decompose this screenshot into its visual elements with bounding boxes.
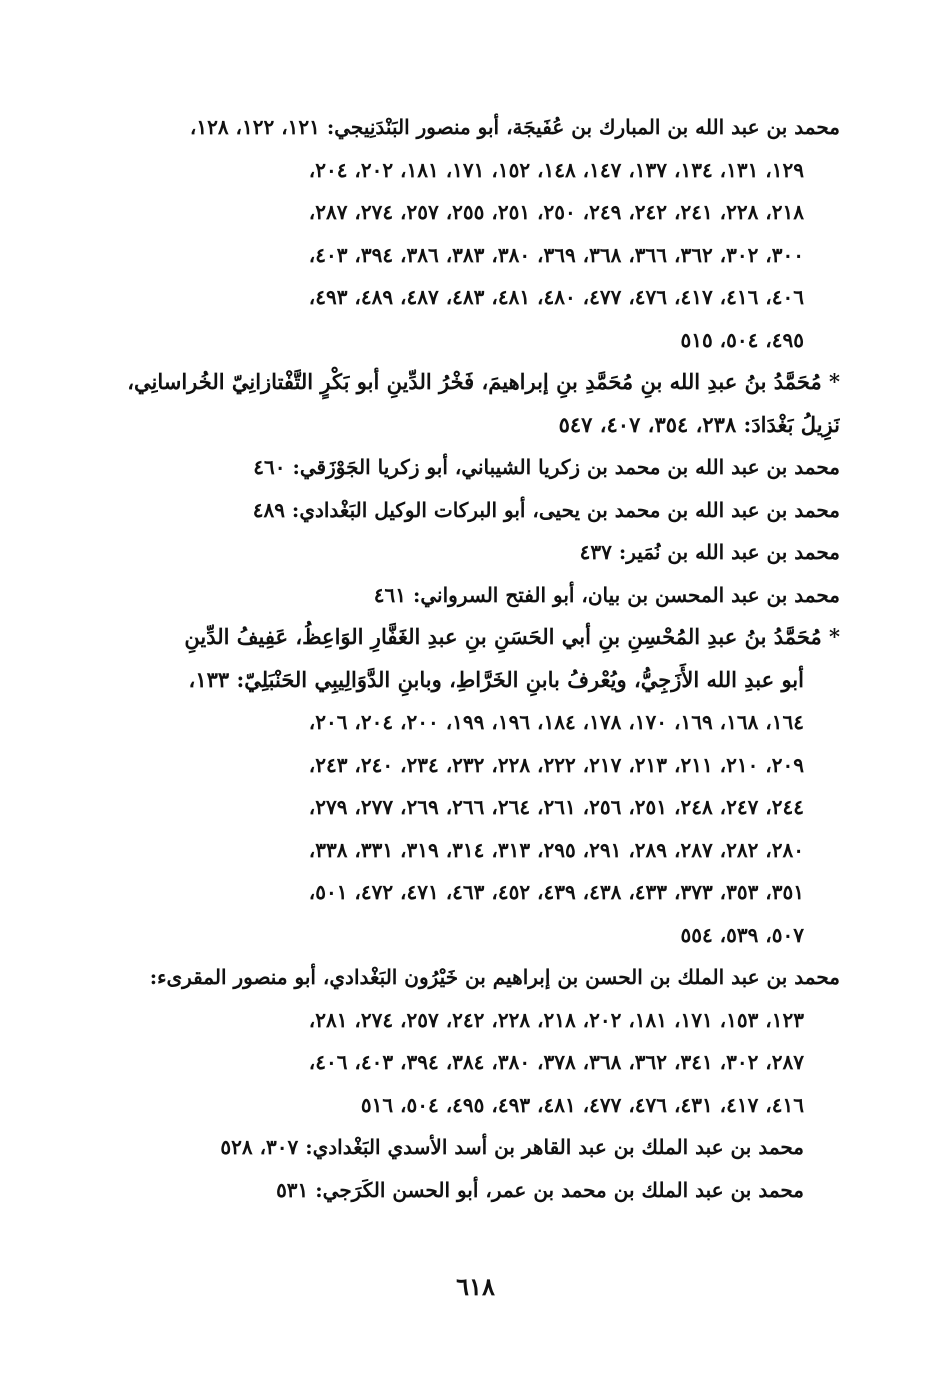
entry-page-refs: ٣٥١، ٣٥٣، ٣٧٣، ٤٣٣، ٤٣٨، ٤٣٩، ٤٥٢، ٤٦٣، ٤٧١، ٤٧٢، ٥٠١، [308,880,804,904]
page-number: ٦١٨ [456,1272,495,1301]
index-entry [110,106,840,361]
entry-line: محمد بن عبد المحسن بن بيان، أبو الفتح السرواني: ٤٦١ [373,582,840,607]
index-entry [110,489,840,532]
index-entry [110,574,840,617]
entry-page-refs: ٢٨٧، ٣٠٢، ٣٤١، ٣٦٢، ٣٦٨، ٣٧٨، ٣٨٠، ٣٨٤، ٣٩٤، ٤٠٣، ٤٠٦، [308,1050,804,1074]
entry-page-refs: ٣٠٠، ٣٠٢، ٣٦٢، ٣٦٦، ٣٦٨، ٣٦٩، ٣٨٠، ٣٨٣، ٣٨٦، ٣٩٤، ٤٠٣، [308,242,804,267]
entry-line: أبو عبدِ الله الأَزَجِيُّ، ويُعْرفُ بابنِ الخَرَّاطِ، وبابنِ الدَّوَالِيبِي الحَنْبَلِيّ: ١٣٣، [188,666,804,692]
index-entry [110,531,840,574]
entry-line: * مُحَمَّدُ بنُ عبدِ المُحْسِنِ بنِ أبي الحَسَنِ بنِ عبدِ الغَفَّارِ الوَاعِظُ، عَفِيفُ الدِّينِ [184,624,840,649]
entry-line: محمد بن عبد الله بن نُمَير: ٤٣٧ [579,540,840,564]
entry-page-refs: ٤٩٥، ٥٠٤، ٥١٥ [680,327,804,352]
entry-line: محمد بن عبد الله بن محمد بن يحيى، أبو البركات الوكيل البَغْدادي: ٤٨٩ [252,497,840,522]
entry-line: محمد بن عبد الملك بن الحسن بن إبراهيم بن خَيْرُون البَغْدادي، أبو منصور المقرىء: [149,965,840,989]
index-entry [110,446,840,489]
entry-page-refs: ٢٨٠، ٢٨٢، ٢٨٧، ٢٨٩، ٢٩١، ٢٩٥، ٣١٣، ٣١٤، ٣١٩، ٣٣١، ٣٣٨، [308,837,804,862]
index-entry-starred [110,361,840,446]
entry-page-refs: ٢٤٤، ٢٤٧، ٢٤٨، ٢٥١، ٢٥٦، ٢٦١، ٢٦٤، ٢٦٦، ٢٦٩، ٢٧٧، ٢٧٩، [308,795,804,819]
index-entry [110,1126,840,1169]
entry-page-refs: ٥٠٧، ٥٣٩، ٥٥٤ [680,922,804,947]
entry-page-refs: ٢٠٩، ٢١٠، ٢١١، ٢١٣، ٢١٧، ٢٢٢، ٢٢٨، ٢٣٢، ٢٣٤، ٢٤٠، ٢٤٣، [308,752,804,777]
entry-line: محمد بن عبد الله بن محمد بن زكريا الشيباني، أبو زكريا الجَوْزَقي: ٤٦٠ [253,455,840,479]
entry-page-refs: ٢١٨، ٢٢٨، ٢٤١، ٢٤٢، ٢٤٩، ٢٥٠، ٢٥١، ٢٥٥، ٢٥٧، ٢٧٤، ٢٨٧، [308,200,804,224]
entry-line: محمد بن عبد الله بن المبارك بن عُفَيجَة، أبو منصور البَنْدَنِيجي: ١٢١، ١٢٢، ١٢٨، [189,115,840,139]
index-entries [110,106,840,1211]
entry-page-refs: ١٢٣، ١٥٣، ١٧١، ١٨١، ٢٠٢، ٢١٨، ٢٢٨، ٢٤٢، ٢٥٧، ٢٧٤، ٢٨١، [308,1007,804,1032]
entry-line: * مُحَمَّدُ بنُ عبدِ الله بنِ مُحَمَّدِ بنِ إبراهيمَ، فَخْرُ الدِّينِ أبو بَكْرٍ التَّفْتازانِيّ الخُراسانِي، [127,369,840,394]
entry-page-refs: ١٦٤، ١٦٨، ١٦٩، ١٧٠، ١٧٨، ١٨٤، ١٩٦، ١٩٩، ٢٠٠، ٢٠٤، ٢٠٦، [308,710,804,734]
entry-page-refs: ٤٠٦، ٤١٦، ٤١٧، ٤٧٦، ٤٧٧، ٤٨٠، ٤٨١، ٤٨٣، ٤٨٧، ٤٨٩، ٤٩٣، [308,285,804,309]
index-entry-starred [110,616,840,956]
entry-line: نَزِيلُ بَغْدَادَ: ٢٣٨، ٣٥٤، ٤٠٧، ٥٤٧ [558,411,840,437]
entry-page-refs: ١٢٩، ١٣١، ١٣٤، ١٣٧، ١٤٧، ١٤٨، ١٥٢، ١٧١، ١٨١، ٢٠٢، ٢٠٤، [308,157,804,182]
entry-line: محمد بن عبد الملك بن محمد بن عمر، أبو الحسن الكَرَجي: ٥٣١ [276,1177,804,1202]
index-entry [110,956,840,1126]
entry-line: محمد بن عبد الملك بن عبد القاهر بن أسد الأسدي البَغْدادي: ٣٠٧، ٥٢٨ [220,1135,804,1159]
entry-page-refs: ٤١٦، ٤١٧، ٤٣١، ٤٧٦، ٤٧٧، ٤٨١، ٤٩٣، ٤٩٥، ٥٠٤، ٥١٦ [360,1092,804,1117]
index-entry [110,1169,840,1212]
